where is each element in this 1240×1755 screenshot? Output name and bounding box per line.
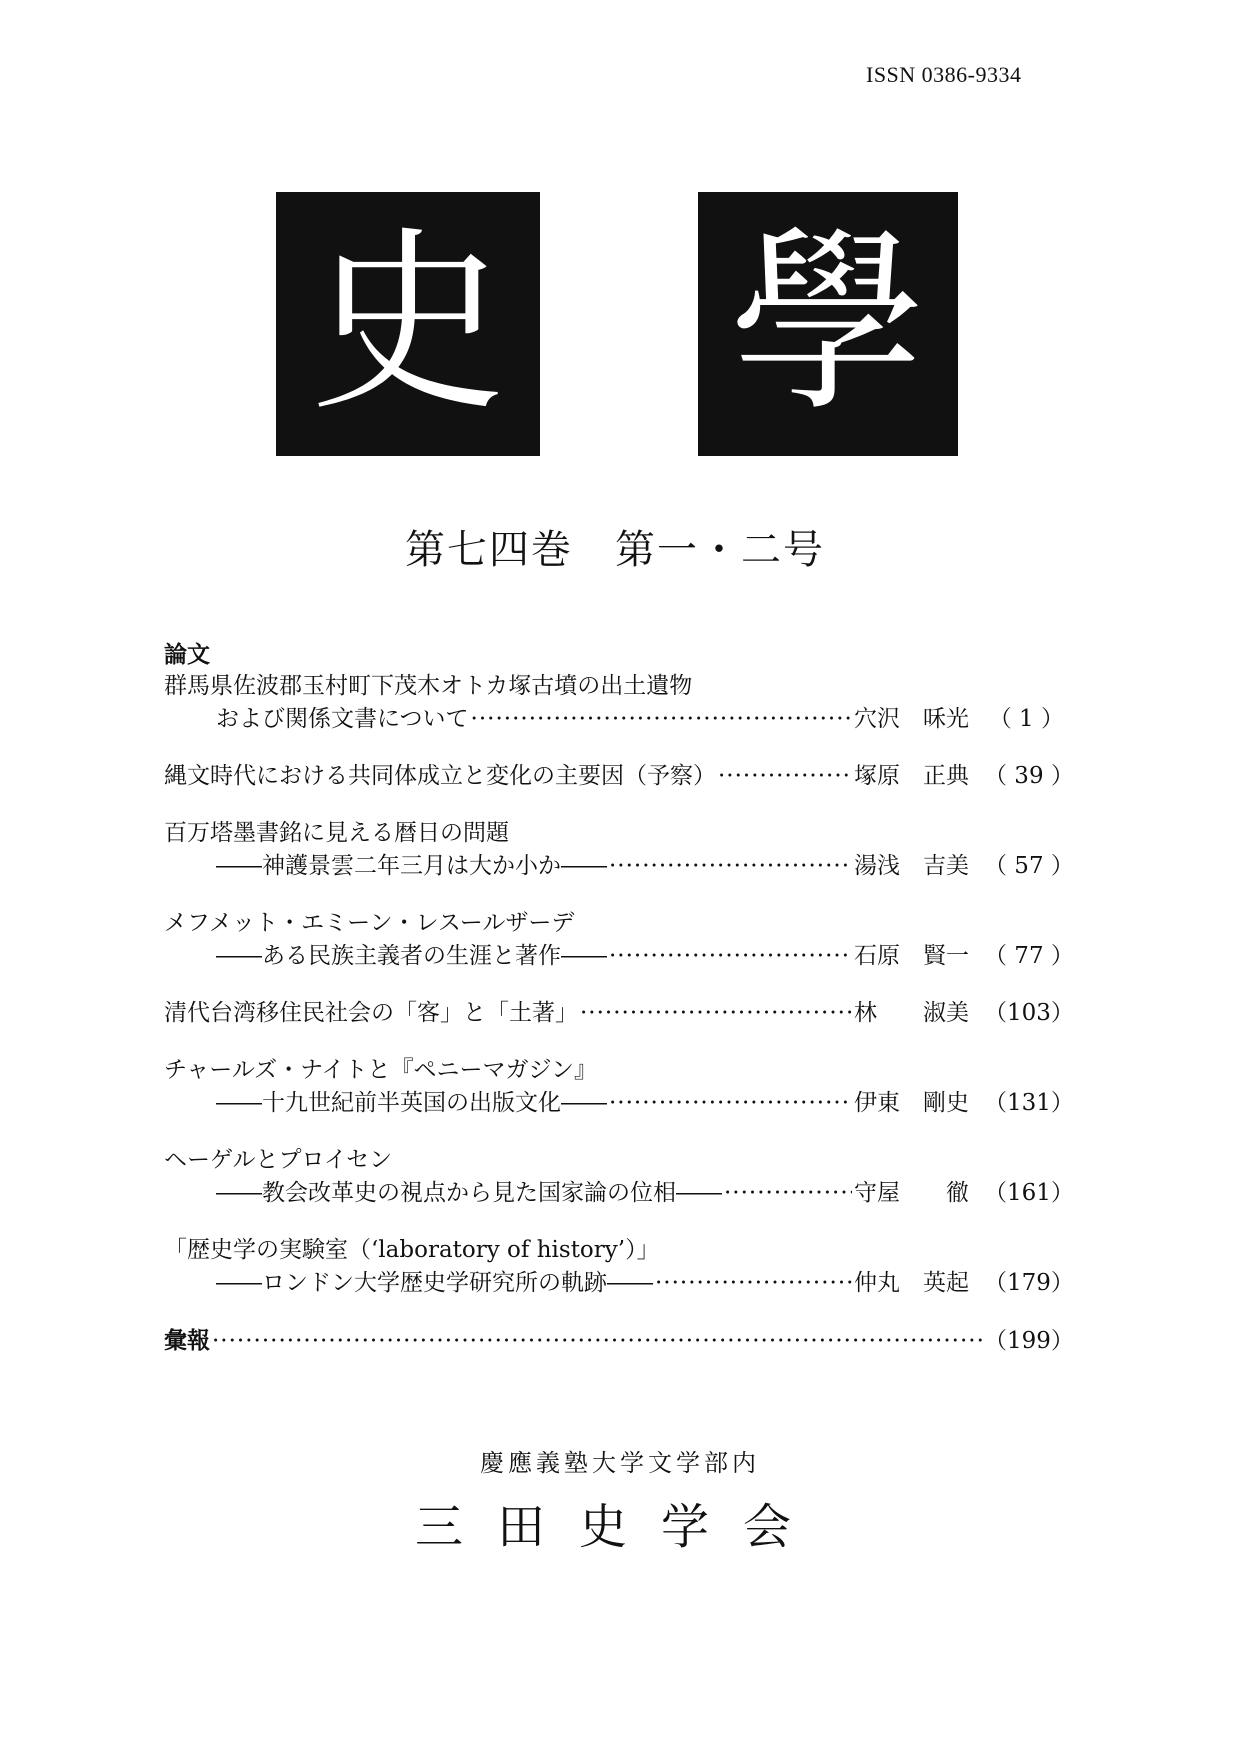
toc-entry [164, 1144, 1074, 1210]
dot-leader [609, 940, 852, 973]
toc-entry-title: 清代台湾移住民社会の「客」と「土著」 [164, 1000, 578, 1026]
journal-title-char: 史 [309, 210, 506, 438]
toc-entry-author: 石原 賢一 [854, 943, 969, 969]
toc-entry-title: 百万塔墨書銘に見える暦日の問題 [164, 820, 509, 846]
table-of-contents [164, 640, 1074, 1381]
toc-entry-subtitle: および関係文書について [216, 706, 469, 732]
toc-entry-author: 伊東 剛史 [854, 1090, 969, 1116]
toc-news-page: （199） [984, 1328, 1074, 1354]
toc-entry-author: 守屋 徹 [854, 1180, 969, 1206]
toc-entry-page: （131） [984, 1090, 1074, 1116]
toc-entry-page: （179） [984, 1270, 1074, 1296]
dot-leader [724, 1177, 852, 1210]
toc-entry-title: 縄文時代における共同体成立と変化の主要因（予察） [164, 763, 716, 789]
toc-entry [164, 1234, 1074, 1300]
toc-news-entry [164, 1324, 1074, 1357]
toc-entry-page: （ 39 ） [984, 763, 1074, 789]
toc-entry-author: 湯浅 吉美 [854, 853, 969, 879]
dot-leader [580, 997, 852, 1030]
toc-entry-subtitle: ――十九世紀前半英国の出版文化―― [216, 1090, 607, 1116]
publisher-name: 三田史学会 [414, 1499, 825, 1555]
dot-leader [718, 760, 852, 793]
toc-entry-subtitle: ――神護景雲二年三月は大か小か―― [216, 853, 607, 879]
journal-title-block-right [698, 192, 958, 456]
toc-entry-title: 「歴史学の実験室（‘laboratory of history’）」 [164, 1237, 660, 1263]
toc-entry [164, 907, 1074, 973]
toc-entry [164, 760, 1074, 793]
journal-title-char: 學 [729, 210, 926, 438]
volume-issue: 第七四巻 第一・二号 [405, 527, 825, 573]
toc-entry-title: 群馬県佐波郡玉村町下茂木オトカ塚古墳の出土遺物 [164, 673, 693, 699]
dot-leader [655, 1267, 852, 1300]
toc-entry-page: （103） [984, 1000, 1074, 1026]
toc-entry [164, 670, 1064, 736]
toc-entry-subtitle: ――教会改革史の視点から見た国家論の位相―― [216, 1180, 722, 1206]
toc-entry-author: 穴沢 咊光 [854, 706, 969, 732]
toc-entry-subtitle: ――ロンドン大学歴史学研究所の軌跡―― [216, 1270, 653, 1296]
publisher-affiliation: 慶應義塾大学文学部内 [480, 1449, 760, 1477]
toc-news-label: 彙報 [164, 1327, 210, 1354]
toc-entry-page: （161） [984, 1180, 1074, 1206]
journal-title-block-left [276, 192, 540, 456]
section-heading: 論文 [164, 641, 210, 668]
toc-entry-title: ヘーゲルとプロイセン [164, 1147, 393, 1173]
toc-entry-subtitle: ――ある民族主義者の生涯と著作―― [216, 943, 607, 969]
dot-leader [609, 1087, 852, 1120]
dot-leader [471, 703, 852, 736]
toc-entry-page: （ 77 ） [984, 943, 1074, 969]
toc-entry-page: （ 1 ） [988, 706, 1064, 732]
toc-entry-author: 塚原 正典 [854, 763, 969, 789]
dot-leader [609, 850, 852, 883]
toc-entry-author: 仲丸 英起 [854, 1270, 969, 1296]
toc-entry [164, 1054, 1074, 1120]
toc-entry-page: （ 57 ） [984, 853, 1074, 879]
toc-entry-author: 林 淑美 [854, 1000, 969, 1026]
issn-number: ISSN 0386-9334 [866, 62, 1022, 87]
toc-entry [164, 997, 1074, 1030]
toc-entry-title: チャールズ・ナイトと『ペニーマガジン』 [164, 1057, 597, 1083]
toc-entry [164, 817, 1074, 883]
toc-entry-title: メフメット・エミーン・レスールザーデ [164, 910, 575, 936]
dot-leader [212, 1325, 982, 1358]
